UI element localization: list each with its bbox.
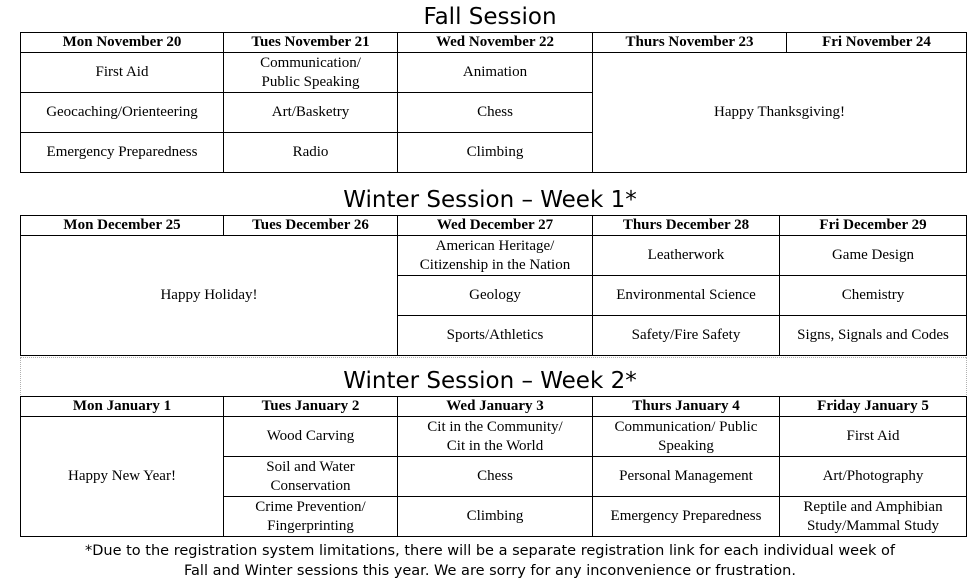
class-line: Fingerprinting (267, 517, 354, 534)
table-row (21, 236, 967, 276)
class-line: Conservation (270, 477, 351, 494)
class-cell (398, 417, 593, 457)
class-cell (224, 53, 398, 93)
footnote-line: *Due to the registration system limitations, there will be a separate registration link for each individual week of (84, 543, 896, 559)
table-header-row (21, 216, 967, 236)
class-cell: Climbing (398, 497, 593, 537)
table-row (21, 53, 967, 93)
fall-schedule-table (20, 32, 967, 173)
winter-week2-table (20, 396, 967, 537)
registration-footnote (0, 541, 980, 581)
day-header: Thurs January 4 (593, 397, 780, 417)
class-cell: Environmental Science (593, 276, 780, 316)
class-line: Soil and Water (266, 458, 355, 475)
table-row (21, 417, 967, 457)
holiday-cell: Happy Thanksgiving! (593, 53, 967, 173)
class-cell: Game Design (780, 236, 967, 276)
class-cell: Art/Basketry (224, 93, 398, 133)
day-header: Tues December 26 (224, 216, 398, 236)
dotted-divider (20, 357, 966, 358)
winter-week1-table (20, 215, 967, 356)
day-header: Fri December 29 (780, 216, 967, 236)
table-header-row (21, 33, 967, 53)
class-cell: Emergency Preparedness (593, 497, 780, 537)
class-cell: Geology (398, 276, 593, 316)
class-cell (780, 497, 967, 537)
class-cell: Chess (398, 93, 593, 133)
class-cell: Radio (224, 133, 398, 173)
class-cell: Personal Management (593, 457, 780, 497)
class-line: American Heritage/ (435, 237, 555, 254)
class-cell: Climbing (398, 133, 593, 173)
class-line: Speaking (658, 437, 714, 454)
day-header: Thurs November 23 (593, 33, 787, 53)
day-header: Mon January 1 (21, 397, 224, 417)
class-cell (224, 457, 398, 497)
class-cell: Leatherwork (593, 236, 780, 276)
day-header: Fri November 24 (787, 33, 967, 53)
class-cell: First Aid (780, 417, 967, 457)
day-header: Mon December 25 (21, 216, 224, 236)
class-line: Citizenship in the Nation (419, 256, 571, 273)
class-cell: Animation (398, 53, 593, 93)
holiday-cell: Happy New Year! (21, 417, 224, 537)
class-cell: Wood Carving (224, 417, 398, 457)
class-line: Communication/ (260, 54, 361, 71)
class-cell: First Aid (21, 53, 224, 93)
fall-session-title: Fall Session (423, 4, 557, 30)
class-line: Public Speaking (261, 73, 360, 90)
day-header: Friday January 5 (780, 397, 967, 417)
class-line: Reptile and Amphibian (803, 498, 943, 515)
class-cell: Art/Photography (780, 457, 967, 497)
class-cell (224, 497, 398, 537)
class-cell: Geocaching/Orienteering (21, 93, 224, 133)
class-cell: Chemistry (780, 276, 967, 316)
holiday-cell: Happy Holiday! (21, 236, 398, 356)
day-header: Wed January 3 (398, 397, 593, 417)
day-header: Tues November 21 (224, 33, 398, 53)
class-line: Communication/ Public (614, 418, 758, 435)
day-header: Wed December 27 (398, 216, 593, 236)
class-cell (593, 417, 780, 457)
day-header: Wed November 22 (398, 33, 593, 53)
winter-week1-title: Winter Session – Week 1* (343, 187, 637, 213)
class-cell (398, 236, 593, 276)
class-cell: Emergency Preparedness (21, 133, 224, 173)
class-line: Crime Prevention/ (255, 498, 366, 515)
class-line: Study/Mammal Study (806, 517, 940, 534)
class-cell: Chess (398, 457, 593, 497)
day-header: Mon November 20 (21, 33, 224, 53)
winter-week2-title: Winter Session – Week 2* (343, 368, 637, 394)
class-line: Cit in the World (446, 437, 544, 454)
class-line: Cit in the Community/ (427, 418, 563, 435)
table-header-row (21, 397, 967, 417)
footnote-line: Fall and Winter sessions this year. We are sorry for any inconvenience or frustration. (184, 563, 796, 579)
class-cell: Safety/Fire Safety (593, 316, 780, 356)
day-header: Tues January 2 (224, 397, 398, 417)
class-cell: Sports/Athletics (398, 316, 593, 356)
day-header: Thurs December 28 (593, 216, 780, 236)
class-cell: Signs, Signals and Codes (780, 316, 967, 356)
